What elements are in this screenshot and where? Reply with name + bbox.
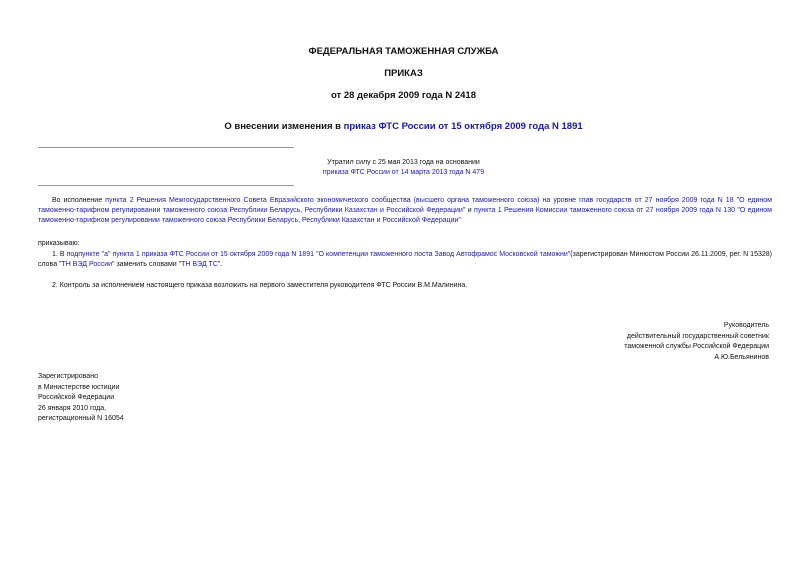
preamble-paragraph [38, 196, 772, 226]
registration-line-3: Российской Федерации [38, 394, 115, 401]
preamble-link-1[interactable]: пункта 2 Решения Межгосударственного Совета Евразийского экономического сообщества (высшего органа таможенного союза) на уровне глав государств от 27 ноября 2009 года N 18 "О едином таможенно-тарифном регулировании таможенного союза Республики Беларусь, Республики Казахстан и Российской Федерации" [38, 197, 772, 214]
item-2-paragraph: 2. Контроль за исполнением настоящего приказа возложить на первого заместителя руководителя ФТС России В.М.Малинина. [52, 282, 468, 289]
title-prefix: О внесении изменения в [224, 121, 344, 132]
document-date: от 28 декабря 2009 года N 2418 [330, 90, 476, 101]
preamble-text-2: и [465, 207, 475, 214]
order-word: приказываю: [38, 240, 80, 247]
signature-line-1: Руководитель [723, 322, 769, 329]
divider-top [38, 147, 294, 148]
registration-line-1: Зарегистрировано [38, 373, 98, 380]
title-link[interactable]: приказ ФТС России от 15 октября 2009 года N 1891 [343, 121, 583, 132]
signature-block [624, 321, 769, 363]
item-1-text-2: (зарегистрирован Минюстом России 26.11.2009, рег. N 15328) слова " [38, 251, 772, 268]
registration-line-5: регистрационный N 16054 [38, 415, 124, 422]
divider-bottom [38, 185, 294, 186]
status-link[interactable]: приказа ФТС России от 14 марта 2013 года N 479 [322, 169, 485, 176]
item-1-link-2[interactable]: ТН ВЭД России [61, 261, 113, 268]
document-title [0, 121, 807, 132]
item-1-text-1: 1. В [52, 251, 67, 258]
preamble-link-2[interactable]: пункта 1 Решения Комиссии таможенного союза от 27 ноября 2009 года N 130 "О едином таможенно-тарифном регулировании таможенного союза Республики Беларусь, Республики Казахстан и Российской Федерации" [38, 207, 772, 224]
registration-line-4: 26 января 2010 года, [38, 404, 107, 412]
item-1-link-3[interactable]: ТН ВЭД ТС [181, 261, 218, 268]
signature-line-4: А.Ю.Бельянинов [714, 353, 769, 361]
preamble-text-1: Во исполнение [52, 197, 106, 204]
item-1-link-1[interactable]: подпункте "а" пункта 1 приказа ФТС России от 15 октября 2009 года N 1891 "О компетенции таможенного поста Завод Автофрамос Московской таможни" [66, 251, 571, 258]
agency-name: ФЕДЕРАЛЬНАЯ ТАМОЖЕННАЯ СЛУЖБА [308, 46, 499, 57]
item-1-text-4: ". [217, 261, 223, 268]
signature-line-3: таможенной службы Российской Федерации [624, 343, 769, 350]
item-1-paragraph [38, 250, 772, 270]
document-type: ПРИКАЗ [384, 68, 423, 79]
signature-line-2: действительный государственный советник [626, 332, 769, 340]
item-1-text-3: " заменить словами " [112, 261, 182, 268]
status-note: Утратил силу с 25 мая 2013 года на основании [327, 159, 480, 166]
registration-block [38, 372, 124, 425]
registration-line-2: в Министерстве юстиции [38, 383, 120, 391]
